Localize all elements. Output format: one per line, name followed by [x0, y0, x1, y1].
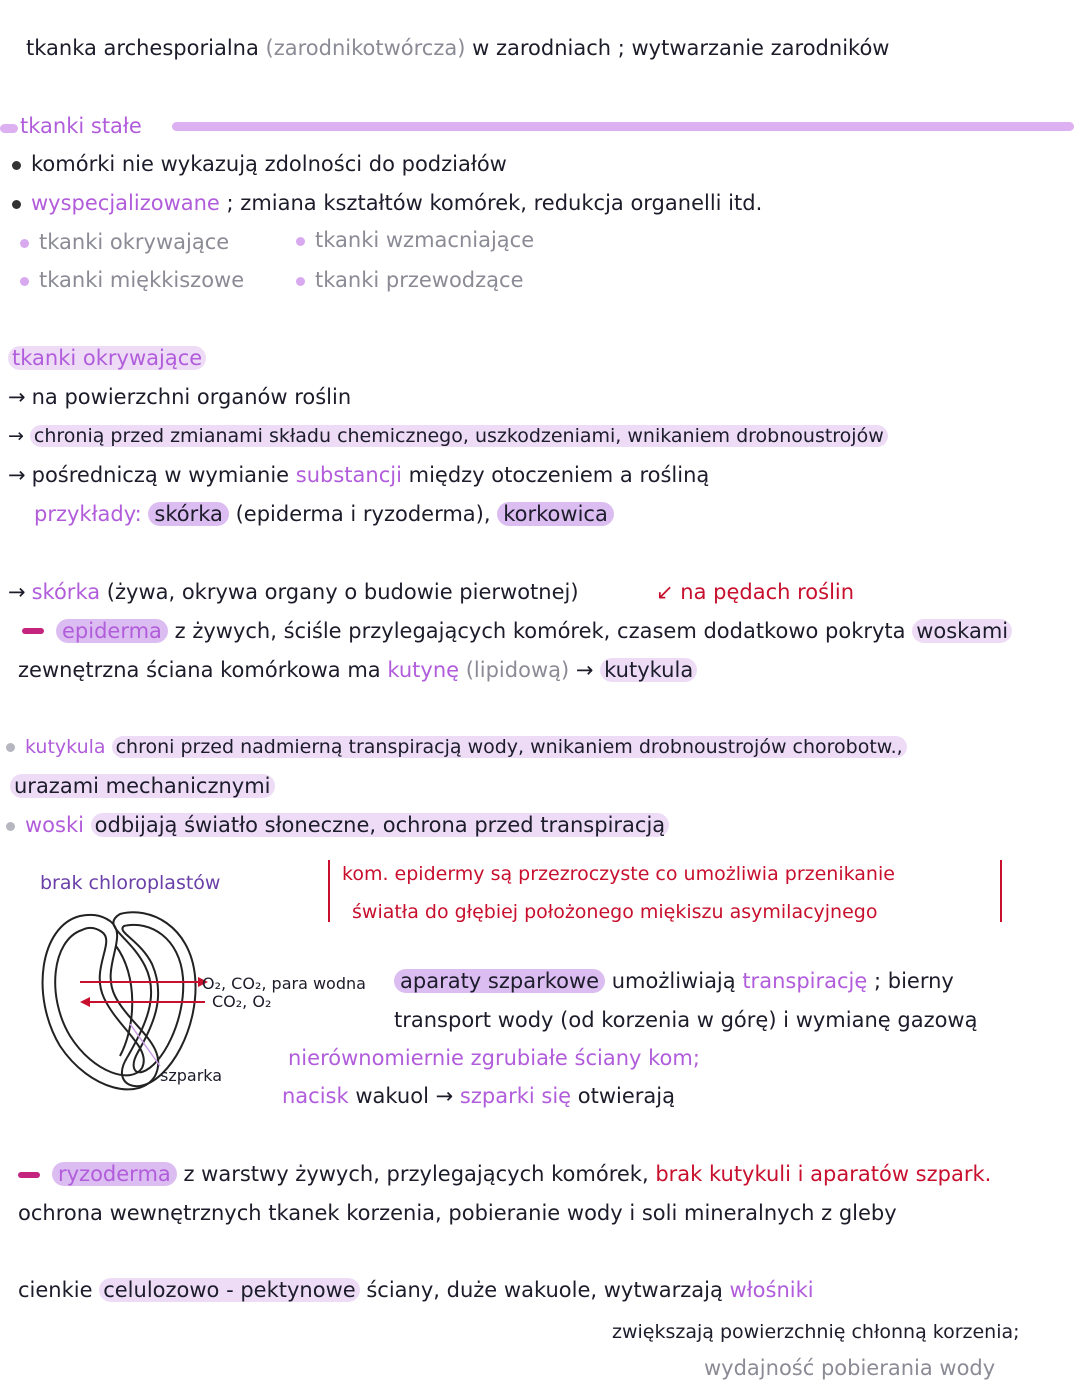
- szparka-label: szparka: [160, 1066, 223, 1085]
- stale-type-3: tkanki miękkiszowe: [20, 266, 244, 294]
- ryzoderma-line-5: wydajność pobierania wody: [704, 1356, 996, 1380]
- ryzoderma-line-3: cienkie celulozowo - pektynowe ściany, duże wakuole, wytwarzają włośniki: [18, 1278, 814, 1302]
- diagram-title: brak chloroplastów: [40, 872, 221, 894]
- stale-bullet-1: komórki nie wykazują zdolności do podziałów: [12, 150, 507, 178]
- bullet-dot: [12, 161, 21, 170]
- epiderma-line: epiderma z żywych, ściśle przylegających komórek, czasem dodatkowo pokryta woskami: [56, 617, 1012, 645]
- okrywajace-line-1: → na powierzchni organów roślin: [8, 385, 352, 409]
- aparaty-line-4: nacisk wakuol → szparki się otwierają: [282, 1084, 675, 1108]
- arrow-icon: →: [8, 385, 26, 409]
- arrow-icon: →: [435, 1084, 454, 1108]
- kutyna-line: zewnętrzna ściana komórkowa ma kutynę (lipidową) → kutykula: [18, 656, 697, 684]
- arrow-icon: →: [8, 425, 24, 447]
- stale-type-2: tkanki wzmacniające: [296, 226, 534, 254]
- bullet-dot: [6, 743, 15, 752]
- bullet-dot: [20, 239, 29, 248]
- guard-cell-right: [113, 912, 195, 1086]
- archesporial-desc: w zarodniach ; wytwarzanie zarodników: [472, 36, 890, 60]
- skorka-note: ↙ na pędach roślin: [656, 580, 855, 604]
- skorka-line: → skórka (żywa, okrywa organy o budowie pierwotnej): [8, 580, 579, 604]
- ryzoderma-dash: [18, 1172, 40, 1178]
- gas-label-top: O₂, CO₂, para wodna: [202, 974, 366, 993]
- arrow-down-left-icon: ↙: [656, 580, 674, 604]
- arrow-icon: →: [8, 463, 26, 487]
- stale-bullet-2: wyspecjalizowane ; zmiana kształtów komórek, redukcja organelli itd.: [12, 189, 762, 217]
- archesporial-term: tkanka archesporialna: [26, 36, 259, 60]
- bullet-dot: [12, 200, 21, 209]
- aparaty-line-1: aparaty szparkowe umożliwiają transpirację ; bierny: [394, 967, 954, 995]
- bullet-dot: [296, 277, 305, 286]
- archesporial-synonym: (zarodnikotwórcza): [265, 36, 466, 60]
- red-note-line-2: światła do głębiej położonego miękiszu asymilacyjnego: [352, 901, 878, 923]
- epiderma-dash: [22, 628, 44, 634]
- okrywajace-examples: przykłady: skórka (epiderma i ryzoderma), korkowica: [34, 500, 614, 528]
- ryzoderma-line-1: ryzoderma z warstwy żywych, przylegających komórek, brak kutykuli i aparatów szpark.: [52, 1160, 991, 1188]
- ryzoderma-line-4: zwiększają powierzchnię chłonną korzenia;: [612, 1321, 1020, 1343]
- section-title-okrywajace: tkanki okrywające: [8, 344, 206, 372]
- section-divider-stale-right: [172, 122, 1074, 131]
- woski-line: woski odbijają światło słoneczne, ochrona przed transpiracją: [6, 811, 669, 839]
- arrow-icon: →: [8, 580, 26, 604]
- red-note-line-1: kom. epidermy są przezroczyste co umożliwia przenikanie: [342, 863, 895, 885]
- stale-type-1: tkanki okrywające: [20, 228, 229, 256]
- section-title-stale: tkanki stałe: [20, 114, 142, 138]
- bullet-dot: [296, 237, 305, 246]
- bullet-dot: [6, 822, 15, 831]
- ryzoderma-line-2: ochrona wewnętrznych tkanek korzenia, pobieranie wody i soli mineralnych z gleby: [18, 1201, 897, 1225]
- aparaty-line-2: transport wody (od korzenia w górę) i wymianę gazową: [394, 1008, 978, 1032]
- bullet-dot: [20, 277, 29, 286]
- stale-type-4: tkanki przewodzące: [296, 266, 524, 294]
- aparaty-line-3: nierównomiernie zgrubiałe ściany kom;: [288, 1046, 700, 1070]
- kutykula-line-2: urazami mechanicznymi: [10, 772, 275, 800]
- arrow-icon: →: [575, 658, 594, 682]
- okrywajace-line-2: → chronią przed zmianami składu chemicznego, uszkodzeniami, wnikaniem drobnoustrojów: [8, 422, 888, 450]
- okrywajace-line-3: → pośredniczą w wymianie substancji między otoczeniem a rośliną: [8, 463, 710, 487]
- section-divider-stale: [0, 124, 18, 133]
- kutykula-line-1: kutykula chroni przed nadmierną transpiracją wody, wnikaniem drobnoustrojów chorobotw.,: [6, 733, 907, 761]
- gas-label-bottom: CO₂, O₂: [212, 992, 272, 1011]
- archesporial-line: [26, 34, 889, 62]
